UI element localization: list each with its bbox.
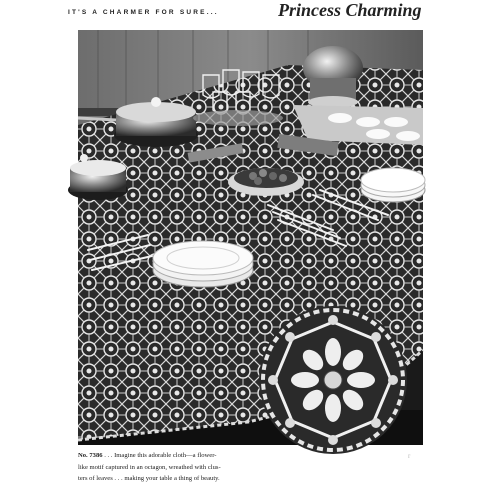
header-kicker: IT'S A CHARMER FOR SURE... (68, 9, 219, 16)
caption-line-3: ters of leaves . . . making your table a thing of beauty. (78, 475, 220, 482)
plate-stack-right (361, 168, 425, 202)
fruit-bowl (228, 168, 304, 196)
caption-block (78, 450, 423, 485)
pattern-number: No. 7386 (78, 452, 103, 459)
header-title: Princess Charming (278, 0, 422, 20)
caption-line-1 (78, 450, 423, 462)
page-header (0, 0, 500, 30)
plate-stack-center (153, 241, 253, 287)
caption-text-1: . . . Imagine this adorable cloth—a flower- (102, 452, 217, 459)
motif-inset-doily (259, 306, 407, 454)
silver-coffee-urn (303, 46, 363, 108)
caption-line-2: like motif captured in an octagon, wreathed with clus- (78, 463, 221, 471)
inset-mark: r (408, 452, 411, 460)
